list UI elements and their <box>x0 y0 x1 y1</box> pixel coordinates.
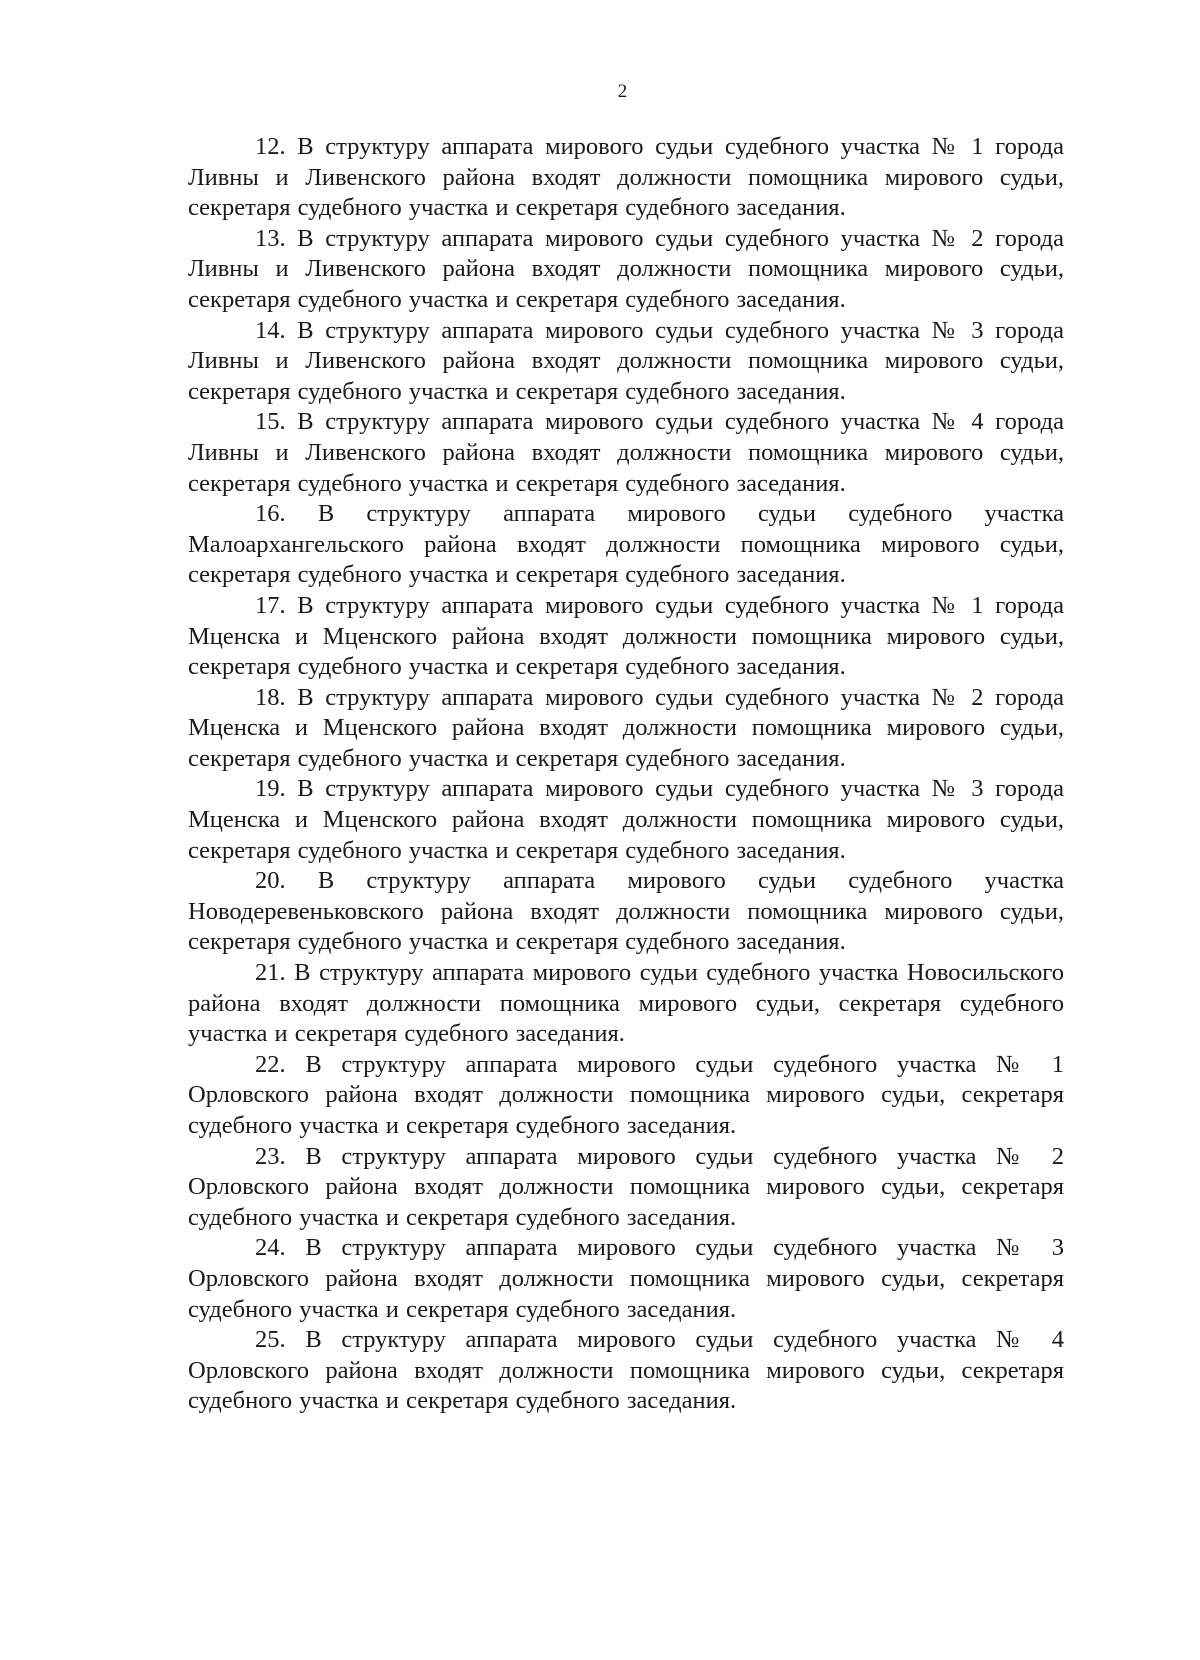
paragraph-21: 21. В структуру аппарата мирового судьи судебного участка Новосильского района входят должности помощника мирового судьи, секретаря судебного участка и секретаря судебного заседания. <box>188 959 1064 1048</box>
paragraph-24: 24. В структуру аппарата мирового судьи судебного участка № 3 Орловского района входят должности помощника мирового судьи, секретаря судебного участка и секретаря судебного заседания. <box>188 1234 1064 1323</box>
paragraph-25: 25. В структуру аппарата мирового судьи судебного участка № 4 Орловского района входят должности помощника мирового судьи, секретаря судебного участка и секретаря судебного заседания. <box>188 1326 1064 1415</box>
paragraph-12: 12. В структуру аппарата мирового судьи судебного участка № 1 города Ливны и Ливенского района входят должности помощника мирового судьи, секретаря судебного участка и секретаря судебного заседания. <box>188 133 1064 222</box>
paragraph-13: 13. В структуру аппарата мирового судьи судебного участка № 2 города Ливны и Ливенского района входят должности помощника мирового судьи, секретаря судебного участка и секретаря судебного заседания. <box>188 224 1064 313</box>
paragraph-14: 14. В структуру аппарата мирового судьи судебного участка № 3 города Ливны и Ливенского района входят должности помощника мирового судьи, секретаря судебного участка и секретаря судебного заседания. <box>188 316 1064 405</box>
paragraph-22: 22. В структуру аппарата мирового судьи судебного участка № 1 Орловского района входят должности помощника мирового судьи, секретаря судебного участка и секретаря судебного заседания. <box>188 1050 1064 1139</box>
paragraph-16: 16. В структуру аппарата мирового судьи судебного участка Малоархангельского района входят должности помощника мирового судьи, секретаря судебного участка и секретаря судебного заседания. <box>188 500 1064 589</box>
paragraph-18: 18. В структуру аппарата мирового судьи судебного участка № 2 города Мценска и Мценского района входят должности помощника мирового судьи, секретаря судебного участка и секретаря судебного заседания. <box>188 683 1064 772</box>
page-number: 2 <box>617 81 628 102</box>
paragraph-19: 19. В структуру аппарата мирового судьи судебного участка № 3 города Мценска и Мценского района входят должности помощника мирового судьи, секретаря судебного участка и секретаря судебного заседания. <box>188 775 1064 864</box>
paragraph-23: 23. В структуру аппарата мирового судьи судебного участка № 2 Орловского района входят должности помощника мирового судьи, секретаря судебного участка и секретаря судебного заседания. <box>188 1142 1064 1231</box>
paragraph-20: 20. В структуру аппарата мирового судьи судебного участка Новодеревеньковского района входят должности помощника мирового судьи, секретаря судебного участка и секретаря судебного заседания. <box>188 867 1064 956</box>
document-body <box>188 132 1064 1417</box>
paragraph-17: 17. В структуру аппарата мирового судьи судебного участка № 1 города Мценска и Мценского района входят должности помощника мирового судьи, секретаря судебного участка и секретаря судебного заседания. <box>188 591 1064 681</box>
paragraph-15: 15. В структуру аппарата мирового судьи судебного участка № 4 города Ливны и Ливенского района входят должности помощника мирового судьи, секретаря судебного участка и секретаря судебного заседания. <box>188 408 1064 497</box>
